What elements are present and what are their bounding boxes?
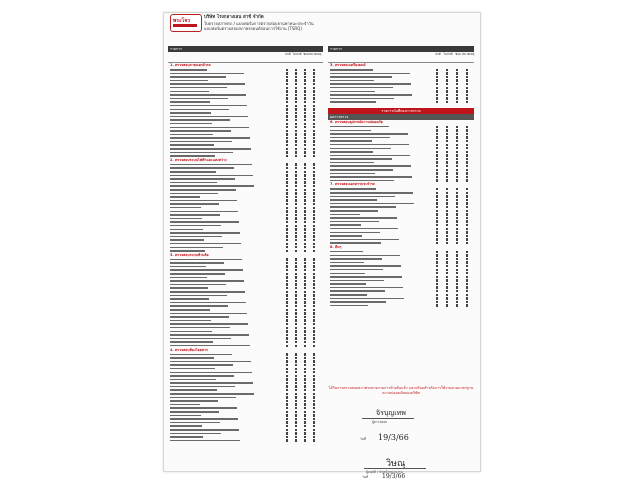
checkbox[interactable] [295,345,297,347]
row-label-scan [170,247,223,249]
subheader-cell: ซ่อม [303,52,309,56]
row-label-scan [330,206,396,208]
row-label-scan [170,291,245,293]
checklist-row [328,179,474,183]
row-label-scan [170,411,219,413]
row-label-scan [170,354,232,356]
row-label-scan [170,433,221,435]
company-logo [170,14,202,32]
row-label-scan [330,151,373,153]
row-label-scan [170,80,208,82]
checkbox[interactable] [436,101,438,103]
row-label-scan [170,389,217,391]
row-label-scan [330,242,381,244]
signer-1-role: ผู้ตรวจสอบ [372,420,388,424]
row-label-scan [170,144,214,146]
checkbox[interactable] [313,250,315,252]
row-label-scan [170,137,250,139]
signer-1-date-label: วันที่ [360,437,367,441]
checkbox[interactable] [304,155,306,157]
checkbox[interactable] [304,345,306,347]
row-label-scan [330,210,378,212]
row-label-scan [330,269,383,271]
row-label-scan [170,393,254,395]
row-label-scan [170,91,209,93]
row-label-scan [330,87,393,89]
checkbox[interactable] [456,304,458,306]
row-label-scan [170,141,232,143]
row-label-scan [330,80,374,82]
checklist-section-title: 2. ตรวจสอบระบบไฟฟ้าและแสงสว่าง [170,157,227,162]
row-label-scan [330,196,395,198]
row-label-scan [170,182,217,184]
row-label-scan [170,400,218,402]
checklist-row [168,249,323,253]
checkbox[interactable] [436,179,438,181]
row-label-scan [330,91,375,93]
row-label-scan [330,265,401,267]
row-label-scan [170,429,239,431]
row-label-scan [330,276,402,278]
right-checklist-top [328,63,474,104]
row-label-scan [170,155,215,157]
checkbox[interactable] [304,439,306,441]
row-label-scan [170,185,254,187]
row-label-scan [330,94,412,96]
row-label-scan [170,109,229,111]
row-label-scan [330,258,382,260]
row-label-scan [330,188,376,190]
checkbox[interactable] [446,179,448,181]
row-label-scan [330,83,411,85]
row-label-scan [170,397,236,399]
row-label-scan [330,262,364,264]
row-label-scan [170,345,250,347]
checkbox[interactable] [456,242,458,244]
row-label-scan [170,211,238,213]
checklist-section-title: 5. ตรวจสอบเครื่องยนต์ [330,63,366,67]
row-label-scan [170,309,210,311]
row-label-scan [170,250,205,252]
row-label-scan [170,287,208,289]
row-label-scan [170,76,226,78]
subheader-cell: ปกติ [435,52,441,56]
row-label-scan [330,130,371,132]
checkbox[interactable] [446,242,448,244]
row-label-scan [170,164,252,166]
row-label-scan [170,404,200,406]
signer-1-date: 19/3/66 [378,433,409,442]
row-label-scan [170,436,203,438]
row-label-scan [330,224,361,226]
row-label-scan [330,228,398,230]
row-label-scan [170,418,238,420]
row-label-scan [170,375,234,377]
subheader-cell: หมายเหตุ [309,52,322,56]
row-label-scan [330,162,374,164]
checkbox[interactable] [466,304,468,306]
row-label-scan [330,290,385,292]
row-label-scan [170,425,202,427]
checkbox[interactable] [286,345,288,347]
row-label-scan [170,148,251,150]
row-label-scan [330,235,362,237]
row-label-scan [330,192,413,194]
checkbox[interactable] [313,439,315,441]
row-label-scan [170,130,231,132]
subheader-cell: ปกติ [285,52,291,56]
row-label-scan [170,364,233,366]
row-label-scan [170,73,244,75]
row-label-scan [170,105,247,107]
subheader-cell: ไม่ปกติ [443,52,453,56]
checkbox[interactable] [295,439,297,441]
checklist-section-title: 1. ตรวจสอบภายนอกตัวรถ [170,63,211,67]
signer-2-date-label: วันที่ [362,475,369,479]
checkbox[interactable] [446,304,448,306]
row-label-scan [170,280,244,282]
left-column-header: รายการ [168,46,323,52]
checkbox[interactable] [295,155,297,157]
row-label-scan [170,372,252,374]
row-label-scan [330,232,380,234]
row-label-scan [170,422,220,424]
checkbox[interactable] [456,101,458,103]
checklist-section-title: 7. ตรวจสอบเอกสารประจำรถ [330,182,376,187]
row-label-scan [170,203,219,205]
checklist-row [168,344,323,348]
document-title: ใบตรวจสภาพรถ / แบบฟอร์มการตรวจสอบยานพาหนะประจำวัน [204,21,314,26]
row-label-scan [330,155,410,157]
row-label-scan [170,266,206,268]
row-label-scan [170,341,213,343]
checkbox[interactable] [313,155,315,157]
row-label-scan [170,127,249,129]
subheader-cell: ไม่ปกติ [292,52,302,56]
certification-note: ได้รับการตรวจสอบสภาพรถตามรายการข้างต้นแล้ว และพร้อมสำหรับการใช้งานตามมาตรฐานความปลอดภัยของบริษัท [328,386,474,395]
row-label-scan [330,305,368,307]
row-label-scan [170,323,248,325]
checklist-row [328,241,474,245]
company-name: บริษัท โรงกลางเลน สาขี จำกัด [204,15,264,20]
row-label-scan [330,137,390,139]
row-label-scan [170,327,230,329]
checkbox[interactable] [456,179,458,181]
row-label-scan [170,236,222,238]
row-label-scan [330,180,394,182]
row-label-scan [330,294,367,296]
row-label-scan [330,298,404,300]
right-column-header: รายการ [328,46,474,52]
row-label-scan [170,94,246,96]
row-label-scan [170,407,237,409]
row-label-scan [330,239,399,241]
row-label-scan [170,189,236,191]
checkbox[interactable] [436,304,438,306]
checklist-row [168,154,323,158]
checklist-section-title: 4. ตรวจสอบห้องโดยสาร [170,347,208,352]
checkbox[interactable] [304,250,306,252]
row-label-scan [170,284,226,286]
row-label-scan [330,283,366,285]
row-label-scan [170,386,235,388]
row-label-scan [330,76,392,78]
row-label-scan [170,200,237,202]
row-label-scan [330,199,377,201]
signature-1-line [362,418,414,419]
row-label-scan [170,331,212,333]
row-label-scan [330,148,391,150]
signer-2-date: 19/3/66 [382,473,406,480]
row-label-scan [170,361,251,363]
left-checklist-body [168,63,323,442]
row-label-scan [170,83,245,85]
row-label-scan [170,218,202,220]
row-label-scan [170,313,247,315]
row-label-scan [170,379,216,381]
checkbox[interactable] [295,250,297,252]
signature-1: จิรบุญเทพ [376,409,406,417]
subheader-cell: ซ่อม [455,52,461,56]
checkbox[interactable] [286,155,288,157]
checkbox[interactable] [286,439,288,441]
row-label-scan [330,158,392,160]
row-label-scan [170,273,225,275]
subheader-cell: หมายเหตุ [462,52,475,56]
checklist-row [328,100,474,104]
row-label-scan [170,69,207,71]
row-label-scan [170,112,211,114]
row-label-scan [170,239,204,241]
row-label-scan [330,214,360,216]
checklist-row [168,439,323,443]
row-label-scan [330,69,373,71]
row-label-scan [330,133,408,135]
row-label-scan [330,280,384,282]
logo-bar [173,24,197,27]
row-label-scan [170,334,249,336]
left-checklist [168,46,323,442]
row-label-scan [170,305,228,307]
document-subtitle: แบบฟอร์มตรวจสอบสภาพรถยนต์ก่อนการใช้งาน (TSRQ) [204,26,302,31]
row-label-scan [170,302,246,304]
row-label-scan [170,269,243,271]
row-label-scan [330,98,394,100]
right-checklist-bottom [328,120,474,308]
row-label-scan [170,123,212,125]
row-label-scan [330,144,409,146]
row-label-scan [170,193,218,195]
row-label-scan [170,440,240,442]
row-label-scan [170,87,227,89]
row-label-scan [170,357,214,359]
row-label-scan [170,98,228,100]
row-label-scan [330,169,393,171]
row-label-scan [170,101,210,103]
signer-2-role: ผู้อนุมัติ / หัวหน้าหน่วยงาน [366,470,403,474]
row-label-scan [170,167,234,169]
right-results-subband: ผลการตรวจ [328,114,474,120]
row-label-scan [330,287,403,289]
row-label-scan [170,229,203,231]
row-label-scan [170,262,224,264]
row-label-scan [170,320,211,322]
row-label-scan [170,119,230,121]
row-label-scan [170,196,200,198]
row-label-scan [170,171,216,173]
checkbox[interactable] [313,345,315,347]
row-label-scan [170,243,241,245]
row-label-scan [170,298,209,300]
signature-2-line [364,468,426,469]
row-label-scan [170,214,220,216]
row-label-scan [330,273,365,275]
row-label-scan [170,134,213,136]
right-checklist [328,46,474,307]
checkbox[interactable] [466,179,468,181]
row-label-scan [170,152,233,154]
row-label-scan [170,175,253,177]
row-label-scan [330,221,379,223]
row-label-scan [330,203,414,205]
right-subheader [328,52,474,63]
row-label-scan [170,277,207,279]
row-label-scan [170,116,248,118]
row-label-scan [330,217,397,219]
row-label-scan [170,382,253,384]
checkbox[interactable] [466,101,468,103]
row-label-scan [170,368,215,370]
row-label-scan [170,295,227,297]
checkbox[interactable] [466,242,468,244]
row-label-scan [330,176,412,178]
row-label-scan [330,255,400,257]
row-label-scan [330,165,411,167]
row-label-scan [330,140,372,142]
checklist-row [328,304,474,308]
signature-2: วิษณุ [386,459,406,469]
row-label-scan [330,173,375,175]
row-label-scan [170,225,221,227]
left-subheader [168,52,323,63]
right-results-band: รายการบันทึกผลการตรวจ [328,108,474,114]
checklist-section-title: 8. อื่นๆ [330,244,342,249]
checklist-section-title: 6. ตรวจสอบอุปกรณ์ความปลอดภัย [330,119,383,124]
row-label-scan [170,415,201,417]
checkbox[interactable] [446,101,448,103]
row-label-scan [330,101,376,103]
row-label-scan [170,259,242,261]
checkbox[interactable] [286,250,288,252]
row-label-scan [330,126,389,128]
row-label-scan [330,301,386,303]
row-label-scan [170,232,240,234]
row-label-scan [330,251,363,253]
checklist-section-title: 3. ตรวจสอบระบบห้ามล้อ [170,252,209,257]
checkbox[interactable] [436,242,438,244]
row-label-scan [170,178,235,180]
row-label-scan [330,73,410,75]
row-label-scan [170,316,229,318]
logo-text: พระโจว [173,18,191,24]
row-label-scan [170,207,201,209]
row-label-scan [170,338,231,340]
row-label-scan [170,221,239,223]
